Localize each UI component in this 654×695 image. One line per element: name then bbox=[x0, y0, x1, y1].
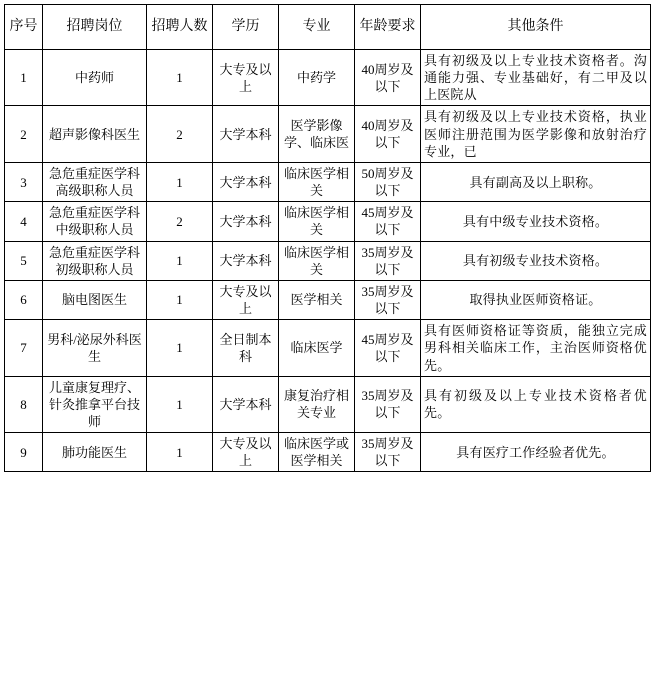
cell-post: 急危重症医学科中级职称人员 bbox=[43, 202, 147, 241]
cell-age: 50周岁及以下 bbox=[355, 162, 421, 201]
cell-post: 急危重症医学科高级职称人员 bbox=[43, 162, 147, 201]
cell-count: 2 bbox=[147, 106, 213, 162]
cell-count: 1 bbox=[147, 320, 213, 376]
table-header bbox=[5, 5, 651, 50]
cell-age: 40周岁及以下 bbox=[355, 50, 421, 106]
cell-post: 中药师 bbox=[43, 50, 147, 106]
cell-other: 具有初级及以上专业技术资格，执业医师注册范围为医学影像和放射治疗专业，已 bbox=[421, 106, 651, 162]
cell-index: 7 bbox=[5, 320, 43, 376]
cell-count: 1 bbox=[147, 280, 213, 319]
column-header-other: 其他条件 bbox=[421, 5, 651, 50]
cell-major: 临床医学或医学相关 bbox=[279, 433, 355, 472]
recruitment-table bbox=[4, 4, 651, 472]
table-row bbox=[5, 376, 651, 432]
cell-other: 具有中级专业技术资格。 bbox=[421, 202, 651, 241]
cell-age: 45周岁及以下 bbox=[355, 320, 421, 376]
cell-age: 45周岁及以下 bbox=[355, 202, 421, 241]
cell-major: 临床医学相关 bbox=[279, 241, 355, 280]
cell-count: 1 bbox=[147, 241, 213, 280]
cell-education: 大专及以上 bbox=[213, 50, 279, 106]
cell-index: 6 bbox=[5, 280, 43, 319]
table-row bbox=[5, 280, 651, 319]
cell-count: 1 bbox=[147, 50, 213, 106]
cell-index: 3 bbox=[5, 162, 43, 201]
cell-post: 男科/泌尿外科医生 bbox=[43, 320, 147, 376]
column-header-major: 专业 bbox=[279, 5, 355, 50]
cell-age: 40周岁及以下 bbox=[355, 106, 421, 162]
cell-major: 医学相关 bbox=[279, 280, 355, 319]
cell-other: 具有副高及以上职称。 bbox=[421, 162, 651, 201]
column-header-education: 学历 bbox=[213, 5, 279, 50]
cell-post: 肺功能医生 bbox=[43, 433, 147, 472]
cell-count: 1 bbox=[147, 433, 213, 472]
cell-other: 具有初级专业技术资格。 bbox=[421, 241, 651, 280]
table-body bbox=[5, 50, 651, 472]
cell-major: 医学影像学、临床医 bbox=[279, 106, 355, 162]
column-header-post: 招聘岗位 bbox=[43, 5, 147, 50]
cell-age: 35周岁及以下 bbox=[355, 433, 421, 472]
cell-major: 临床医学相关 bbox=[279, 162, 355, 201]
header-row bbox=[5, 5, 651, 50]
table-row bbox=[5, 50, 651, 106]
cell-index: 1 bbox=[5, 50, 43, 106]
document-page bbox=[0, 4, 654, 695]
cell-other: 具有医师资格证等资质，能独立完成男科相关临床工作，主治医师资格优先。 bbox=[421, 320, 651, 376]
table-row bbox=[5, 241, 651, 280]
cell-index: 9 bbox=[5, 433, 43, 472]
cell-other: 具有初级及以上专业技术资格者优先。 bbox=[421, 376, 651, 432]
cell-post: 脑电图医生 bbox=[43, 280, 147, 319]
cell-count: 1 bbox=[147, 162, 213, 201]
cell-education: 全日制本科 bbox=[213, 320, 279, 376]
cell-major: 临床医学相关 bbox=[279, 202, 355, 241]
cell-major: 临床医学 bbox=[279, 320, 355, 376]
cell-major: 康复治疗相关专业 bbox=[279, 376, 355, 432]
column-header-count: 招聘人数 bbox=[147, 5, 213, 50]
cell-age: 35周岁及以下 bbox=[355, 376, 421, 432]
cell-education: 大专及以上 bbox=[213, 280, 279, 319]
cell-post: 超声影像科医生 bbox=[43, 106, 147, 162]
cell-education: 大学本科 bbox=[213, 376, 279, 432]
cell-education: 大学本科 bbox=[213, 241, 279, 280]
cell-other: 具有初级及以上专业技术资格者。沟通能力强、专业基础好，有二甲及以上医院从 bbox=[421, 50, 651, 106]
cell-education: 大学本科 bbox=[213, 162, 279, 201]
cell-education: 大专及以上 bbox=[213, 433, 279, 472]
column-header-index: 序号 bbox=[5, 5, 43, 50]
table-row bbox=[5, 202, 651, 241]
table-row bbox=[5, 433, 651, 472]
cell-age: 35周岁及以下 bbox=[355, 241, 421, 280]
table-row bbox=[5, 162, 651, 201]
cell-major: 中药学 bbox=[279, 50, 355, 106]
cell-index: 4 bbox=[5, 202, 43, 241]
cell-count: 2 bbox=[147, 202, 213, 241]
table-row bbox=[5, 320, 651, 376]
cell-index: 8 bbox=[5, 376, 43, 432]
cell-age: 35周岁及以下 bbox=[355, 280, 421, 319]
cell-other: 具有医疗工作经验者优先。 bbox=[421, 433, 651, 472]
cell-post: 儿童康复理疗、针灸推拿平台技师 bbox=[43, 376, 147, 432]
cell-post: 急危重症医学科初级职称人员 bbox=[43, 241, 147, 280]
cell-count: 1 bbox=[147, 376, 213, 432]
cell-index: 5 bbox=[5, 241, 43, 280]
cell-other: 取得执业医师资格证。 bbox=[421, 280, 651, 319]
cell-index: 2 bbox=[5, 106, 43, 162]
column-header-age: 年龄要求 bbox=[355, 5, 421, 50]
cell-education: 大学本科 bbox=[213, 202, 279, 241]
table-row bbox=[5, 106, 651, 162]
cell-education: 大学本科 bbox=[213, 106, 279, 162]
